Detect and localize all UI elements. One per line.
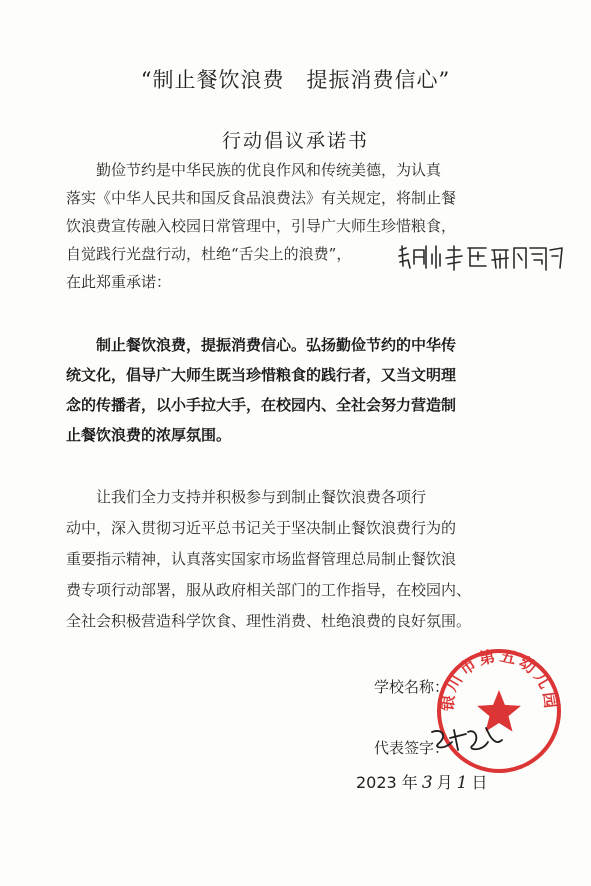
paragraph-line: 重要指示精神，认真落实国家市场监督管理总局制止餐饮浪 <box>66 550 457 568</box>
representative-signature-label: 代表签字： <box>374 739 450 757</box>
paragraph-line: 制止餐饮浪费，提振消费信心。弘扬勤俭节约的中华传 <box>96 336 457 354</box>
paragraph-line: 统文化，倡导广大师生既当珍惜粮食的践行者，又当文明理 <box>66 366 457 384</box>
date-month-label: 月 <box>436 773 453 792</box>
paragraph-line: 饮浪费宣传融入校园日常管理中，引导广大师生珍惜粮食， <box>66 217 457 235</box>
date-day: 1 <box>456 773 468 793</box>
paragraph-line: 全社会积极营造科学饮食、理性消费、杜绝浪费的良好氛围。 <box>66 612 472 630</box>
paragraph-line: 自觉践行光盘行动，杜绝“舌尖上的浪费”， <box>66 245 352 263</box>
date-day-label: 日 <box>471 773 488 792</box>
paragraph-line: 落实《中华人民共和国反食品浪费法》有关规定，将制止餐 <box>66 189 457 207</box>
svg-text:银川市第五幼儿园: 银川市第五幼儿园 <box>437 646 561 713</box>
paragraph-line: 止餐饮浪费的浓厚氛围。 <box>66 426 232 444</box>
paragraph-call-to-action <box>66 482 541 637</box>
document-subtitle: 行动倡议承诺书 <box>221 130 369 152</box>
paragraph-commitment <box>66 330 541 450</box>
date-month: 3 <box>421 773 433 793</box>
paragraph-line: 费专项行动部署，服从政府相关部门的工作指导，在校园内、 <box>66 581 472 599</box>
paragraph-line: 勤俭节约是中华民族的优良作风和传统美德，为认真 <box>96 161 442 179</box>
date-year: 2023 年 <box>356 773 418 792</box>
paragraph-line: 在此郑重承诺： <box>66 273 172 291</box>
paragraph-intro <box>66 156 541 296</box>
handwritten-signature <box>428 722 504 758</box>
paragraph-line: 念的传播者，以小手拉大手，在校园内、全社会努力营造制 <box>66 396 457 414</box>
handwritten-school-name <box>396 240 566 274</box>
paragraph-line: 让我们全力支持并积极参与到制止餐饮浪费各项行 <box>96 488 427 506</box>
school-name-label: 学校名称： <box>374 678 450 696</box>
paragraph-line: 动中，深入贯彻习近平总书记关于坚决制止餐饮浪费行为的 <box>66 519 457 537</box>
document-title: “制止餐饮浪费 提振消费信心” <box>140 68 451 92</box>
